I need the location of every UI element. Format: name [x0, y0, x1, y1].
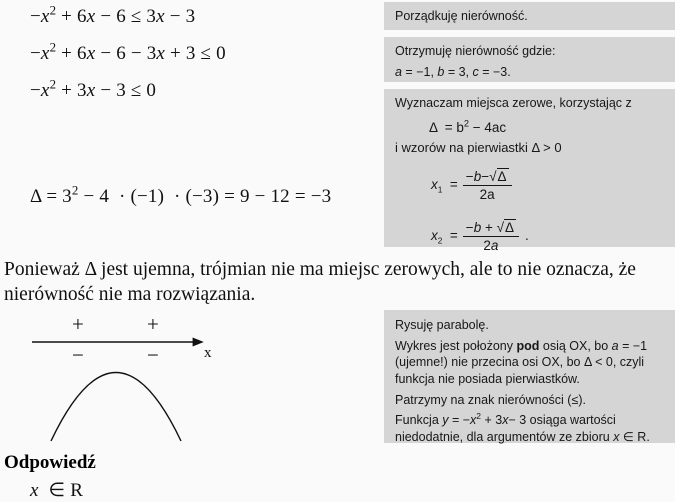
- root-x2-fraction: [463, 219, 519, 254]
- solution-step-2: [30, 39, 226, 65]
- sign-plus-right: +: [147, 312, 159, 336]
- root-formula-x1: [431, 168, 666, 203]
- sign-plus-left: +: [72, 312, 84, 336]
- explanatory-paragraph: Ponieważ Δ jest ujemna, trójmian nie ma miejsc zerowych, ale to nie oznacza, że nierówność nie ma rozwiązania.: [4, 259, 636, 305]
- panel-coefficients-lead: Otrzymuję nierówność gdzie:: [395, 44, 556, 58]
- root-x1-lhs: $x_1$ =: [431, 177, 458, 196]
- panel-order-text: Porządkuję nierówność.: [395, 9, 528, 23]
- panel-parabola-line2: Wykres jest położony pod osią OX, bo a = −1 (ujemne!) nie przecina osi OX, bo Δ < 0, czyli funkcja nie posiada pierwiastków.: [395, 338, 648, 386]
- step-1-text: $-x^2 + 6x - 6 \le 3x - 3$: [30, 2, 196, 27]
- parabola-curve: [51, 373, 181, 442]
- solution-step-1: [30, 2, 196, 28]
- root-x1-numerator: −b−√Δ: [463, 168, 512, 187]
- root-formula-x2: [431, 219, 666, 254]
- panel-coefficients-values: a = −1, b = 3, c = −3.: [395, 64, 511, 79]
- root-x1-denominator: 2a: [479, 187, 495, 203]
- x-axis-label: x: [204, 345, 212, 361]
- panel-discriminant-lead: Wyznaczam miejsca zerowe, korzystając z: [395, 96, 632, 110]
- delta-calculation-text: $\Delta = 3^2 - 4 \cdot (-1) \cdot (-3) = 9 - 12 = -3$: [30, 182, 332, 207]
- roots-formula-lead: i wzorów na pierwiastki Δ > 0: [395, 139, 562, 155]
- parabola-graph-svg: [14, 306, 244, 446]
- panel-parabola-line4: Funkcja $y = -x^2 + 3x- 3$ osiąga wartości niedodatnie, dla argumentów ze zbioru x ∈ R.: [395, 410, 650, 444]
- step-3-text: $-x^2 + 3x - 3 \le 0$: [30, 76, 157, 101]
- answer-value: x ∈ R: [30, 480, 84, 501]
- panel-parabola-analysis: [384, 310, 675, 443]
- sign-minus-right: −: [147, 343, 159, 367]
- root-x2-denominator: 2a: [483, 238, 499, 254]
- panel-parabola-line1: Rysuję parabolę.: [395, 318, 489, 332]
- step-2-text: $-x^2 + 6x - 6 - 3x + 3 \le 0$: [30, 39, 226, 64]
- discriminant-formula: $\Delta = b^2 - 4ac$: [429, 118, 507, 135]
- panel-order-inequality: [384, 2, 675, 30]
- panel-coefficients: [384, 37, 675, 82]
- solution-step-3: [30, 76, 157, 102]
- delta-calculation: [30, 182, 332, 208]
- root-x2-numerator: −b + √Δ: [463, 219, 519, 238]
- root-x2-lhs: $x_2$ =: [431, 228, 458, 247]
- panel-discriminant: [384, 89, 675, 254]
- panel-parabola-bold-word: pod: [516, 338, 540, 353]
- root-x1-fraction: [463, 168, 512, 203]
- answer-heading: Odpowiedź: [4, 452, 96, 473]
- panel-parabola-line3: Patrzymy na znak nierówności (≤).: [395, 392, 586, 407]
- parabola-graph: [14, 306, 244, 446]
- sign-minus-left: −: [72, 343, 84, 367]
- root-x2-period: .: [525, 228, 529, 244]
